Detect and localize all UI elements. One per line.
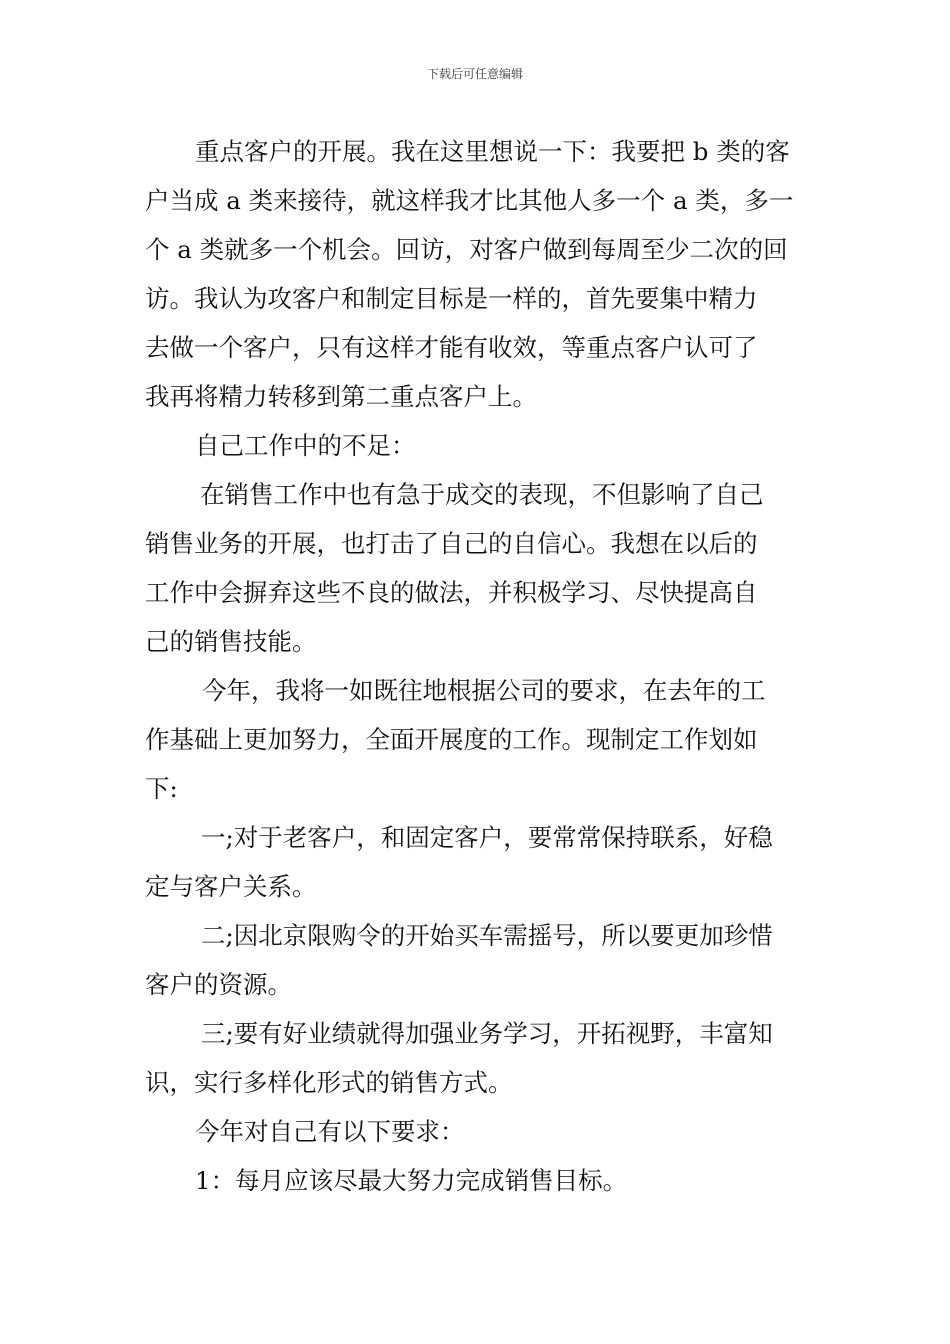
text-line: 个 a 类就多一个机会。回访，对客户做到每周至少二次的回: [145, 235, 788, 264]
page-header: 下载后可任意编辑: [426, 67, 523, 81]
text-line: 在销售工作中也有急于成交的表现，不但影响了自己: [200, 480, 764, 509]
text-line: 己的销售技能。: [145, 627, 317, 656]
list-item: 三;要有好业绩就得加强业务学习，开拓视野，丰富知: [201, 1019, 773, 1048]
document-body: [145, 127, 810, 1205]
text-line: 下:: [145, 774, 178, 803]
text-line: 今年，我将一如既往地根据公司的要求，在去年的工: [202, 676, 766, 705]
text-line: 重点客户的开展。我在这里想说一下：我要把 b 类的客: [195, 137, 790, 166]
text-line: 作基础上更加努力，全面开展度的工作。现制定工作划如: [145, 725, 758, 754]
text-line: 访。我认为攻客户和制定目标是一样的，首先要集中精力: [145, 284, 758, 313]
text-line: 工作中会摒弃这些不良的做法，并积极学习、尽快提高自: [145, 578, 758, 607]
text-line: 我再将精力转移到第二重点客户上。: [145, 382, 537, 411]
text-line: 户当成 a 类来接待，就这样我才比其他人多一个 a 类，多一: [145, 186, 794, 215]
text-line: 识，实行多样化形式的销售方式。: [145, 1068, 513, 1097]
text-line: 客户的资源。: [145, 970, 292, 999]
text-line: 销售业务的开展，也打击了自己的自信心。我想在以后的: [145, 529, 758, 558]
section-heading: 自己工作中的不足：: [195, 431, 416, 460]
section-heading: 今年对自己有以下要求：: [195, 1117, 465, 1146]
text-line: 定与客户关系。: [145, 872, 317, 901]
list-item: 1：每月应该尽最大努力完成销售目标。: [195, 1166, 628, 1195]
text-line: 去做一个客户，只有这样才能有收效，等重点客户认可了: [145, 333, 758, 362]
list-item: 二;因北京限购令的开始买车需摇号，所以要更加珍惜: [201, 921, 773, 950]
list-item: 一;对于老客户，和固定客户，要常常保持联系，好稳: [201, 823, 773, 852]
